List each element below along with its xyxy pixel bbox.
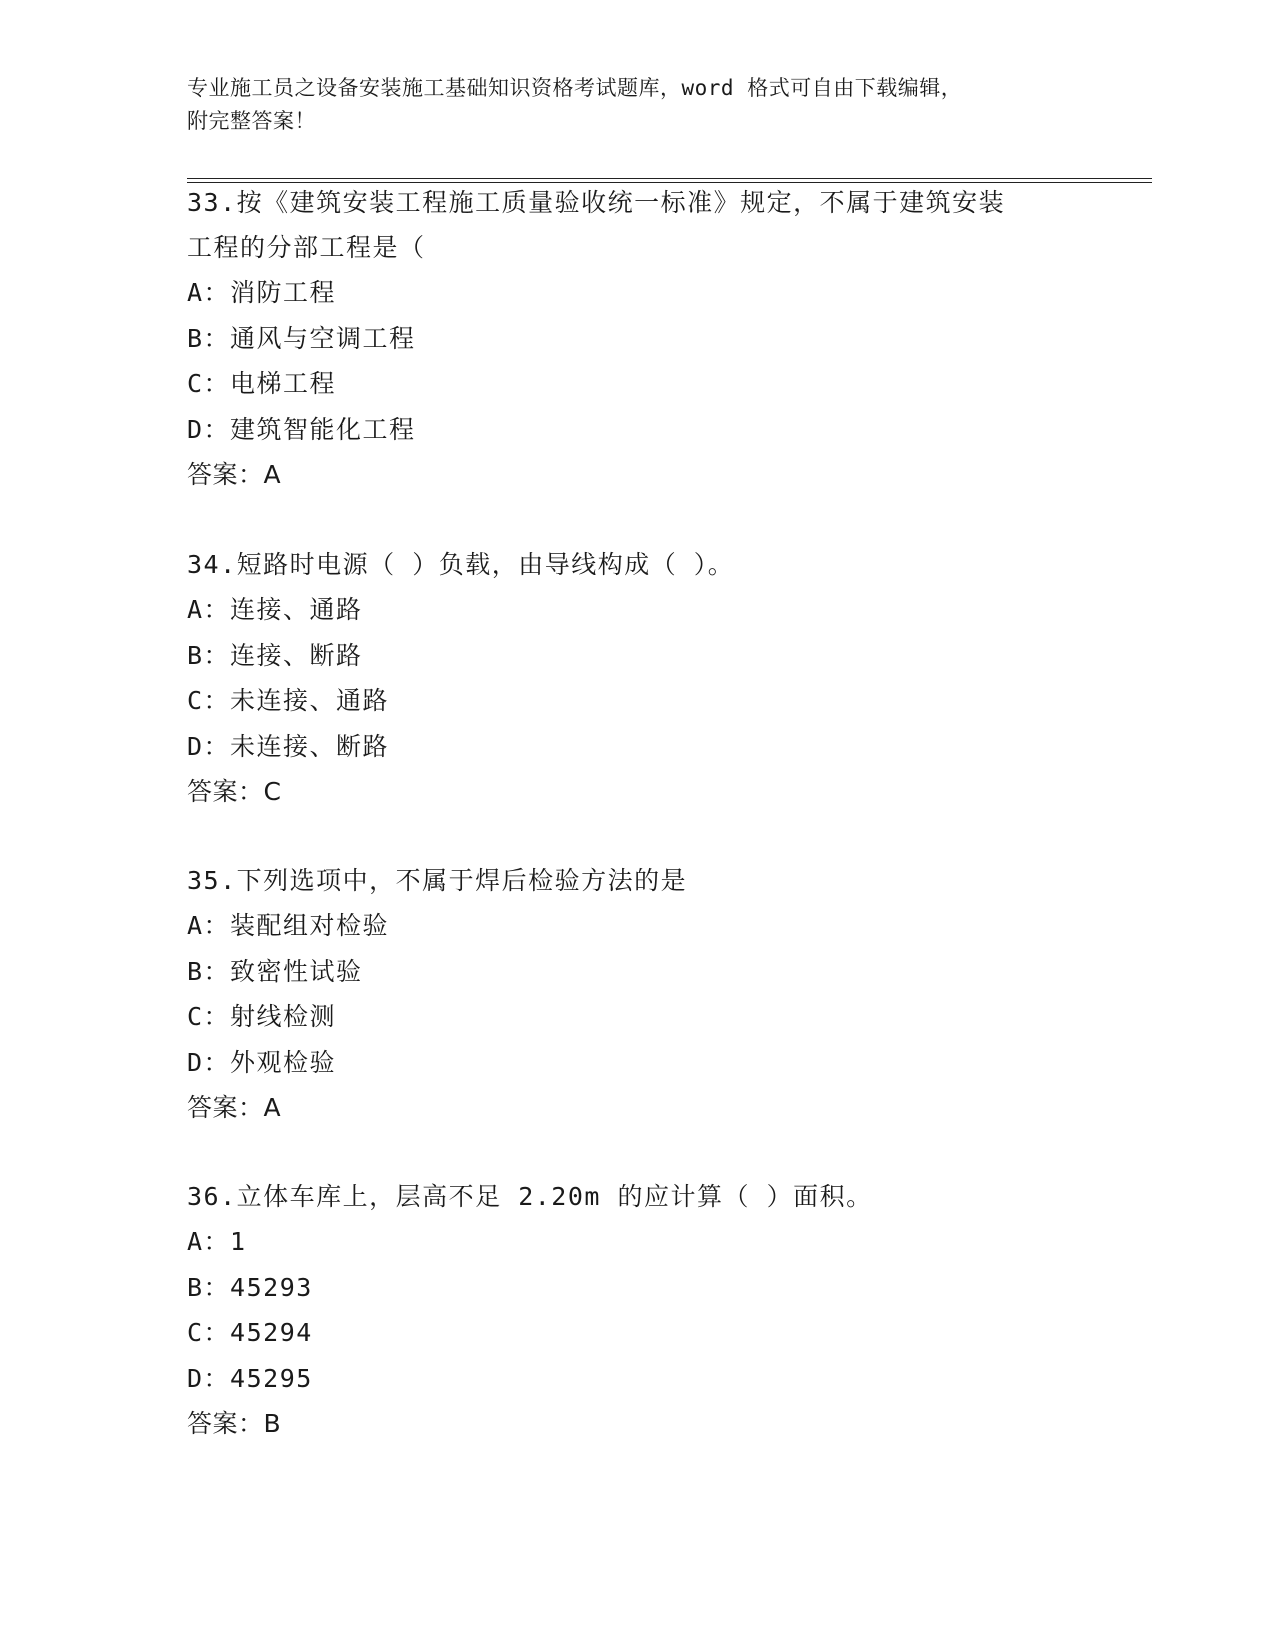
option-d: D：未连接、断路: [187, 731, 390, 761]
option-b: B：通风与空调工程: [187, 323, 416, 353]
option-c: C：电梯工程: [187, 369, 337, 398]
option-c: C：射线检测: [187, 1002, 337, 1031]
option-a: A：连接、通路: [187, 595, 363, 624]
question-35: [187, 858, 1107, 1131]
document-header: [187, 72, 1087, 138]
answer: 答案：A: [187, 1093, 282, 1122]
option-a: A：1: [187, 1227, 247, 1256]
question-title-continued: 工程的分部工程是（: [187, 233, 426, 262]
header-line-2: 附完整答案！: [187, 109, 316, 133]
option-d: D：建筑智能化工程: [187, 414, 416, 444]
header-line-1: 专业施工员之设备安装施工基础知识资格考试题库，word 格式可自由下载编辑，: [187, 76, 963, 100]
option-b: B：连接、断路: [187, 640, 363, 670]
question-title: 33.按《建筑安装工程施工质量验收统一标准》规定，不属于建筑安装: [187, 188, 1006, 217]
option-b: B：致密性试验: [187, 956, 363, 986]
option-c: C：45294: [187, 1318, 313, 1347]
question-title: 35.下列选项中，不属于焊后检验方法的是: [187, 866, 688, 895]
option-b: B：45293: [187, 1272, 313, 1302]
question-33: [187, 180, 1107, 498]
question-title: 36.立体车库上，层高不足 2.20m 的应计算（ ）面积。: [187, 1182, 873, 1211]
question-title: 34.短路时电源（ ）负载，由导线构成（ ）。: [187, 550, 735, 579]
option-d: D：45295: [187, 1363, 313, 1393]
answer: 答案：A: [187, 460, 282, 489]
option-c: C：未连接、通路: [187, 686, 390, 715]
option-a: A：装配组对检验: [187, 911, 390, 940]
question-36: [187, 1174, 1107, 1447]
answer: 答案：B: [187, 1409, 282, 1438]
question-34: [187, 542, 1107, 815]
option-a: A：消防工程: [187, 278, 337, 307]
answer: 答案：C: [187, 777, 282, 806]
option-d: D：外观检验: [187, 1047, 337, 1077]
